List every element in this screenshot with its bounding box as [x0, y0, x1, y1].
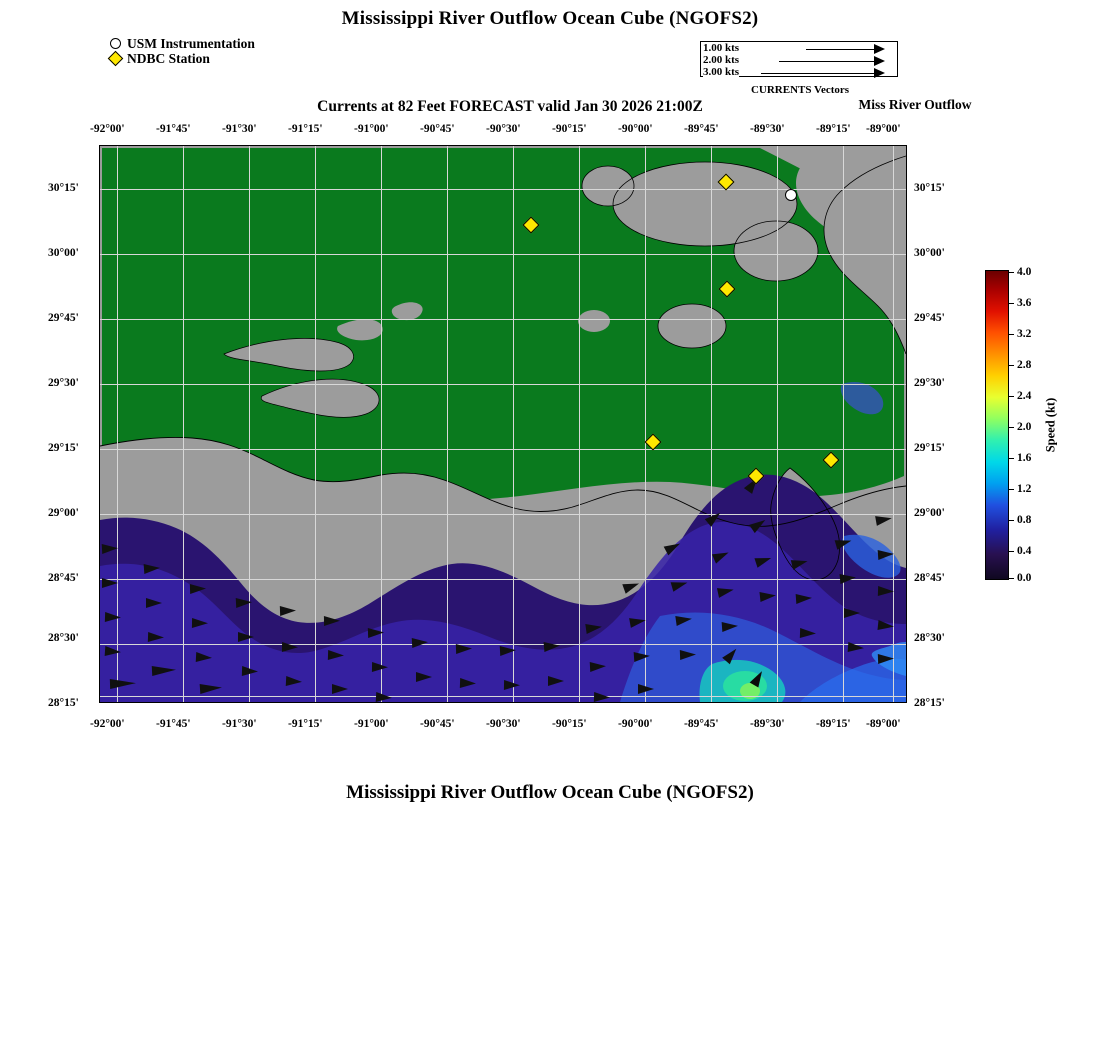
axis-label-lon-bottom: -90°45'	[420, 718, 455, 730]
axis-label-lon-bottom: -90°30'	[486, 718, 521, 730]
colorbar-tick	[1009, 365, 1014, 366]
current-vector	[878, 586, 894, 597]
axis-label-lon-top: -90°15'	[552, 123, 587, 135]
vector-key-label: 3.00 kts	[703, 66, 740, 78]
axis-label-lat-right: 30°15'	[914, 182, 945, 194]
graticule-line	[315, 146, 316, 702]
current-vector	[456, 643, 472, 654]
colorbar-tick-label: 3.6	[1017, 297, 1032, 309]
current-vector	[500, 645, 517, 656]
current-vector	[376, 692, 393, 703]
current-vector	[594, 692, 610, 703]
axis-label-lon-bottom: -89°15'	[816, 718, 851, 730]
colorbar-tick-label: 1.6	[1017, 452, 1032, 464]
vector-key-line	[761, 73, 874, 74]
axis-label-lon-bottom: -91°15'	[288, 718, 323, 730]
current-vector	[242, 666, 258, 677]
colorbar-tick-label: 1.2	[1017, 483, 1032, 495]
graticule-line	[100, 319, 906, 320]
graticule-line	[100, 579, 906, 580]
map-canvas[interactable]	[99, 145, 907, 703]
current-vector	[236, 597, 253, 608]
current-vector	[102, 578, 118, 588]
current-vector	[590, 661, 607, 672]
colorbar-tick	[1009, 551, 1014, 552]
graticule-line	[100, 254, 906, 255]
current-vector	[144, 563, 161, 574]
graticule-line	[777, 146, 778, 702]
colorbar-tick	[1009, 489, 1014, 490]
axis-label-lat-right: 29°45'	[914, 312, 945, 324]
axis-label-lon-bottom: -91°45'	[156, 718, 191, 730]
colorbar-tick-label: 0.8	[1017, 514, 1032, 526]
current-vector	[105, 612, 121, 623]
vector-key-label: 2.00 kts	[703, 54, 740, 66]
axis-label-lon-top: -89°30'	[750, 123, 785, 135]
colorbar-gradient	[985, 270, 1009, 580]
vector-scale-key	[700, 41, 898, 77]
axis-label-lat-left: 28°30'	[48, 632, 79, 644]
region-label: Miss River Outflow	[858, 97, 972, 112]
current-vector	[200, 682, 223, 694]
current-vector	[238, 632, 254, 642]
current-vector	[504, 680, 520, 690]
colorbar-tick	[1009, 520, 1014, 521]
current-vector	[638, 684, 654, 694]
axis-label-lat-right: 28°30'	[914, 632, 945, 644]
axis-label-lat-left: 30°15'	[48, 182, 79, 194]
axis-label-lon-top: -89°00'	[866, 123, 901, 135]
current-vector	[286, 676, 303, 687]
colorbar-tick	[1009, 272, 1014, 273]
vector-key-line	[806, 49, 874, 50]
circle-marker-icon	[108, 38, 122, 49]
axis-label-lon-top: -91°30'	[222, 123, 257, 135]
current-vector	[844, 608, 860, 618]
current-vector	[759, 590, 776, 602]
current-vector	[878, 549, 895, 560]
map-legend	[108, 36, 255, 66]
colorbar-tick	[1009, 334, 1014, 335]
current-vector	[800, 628, 816, 639]
legend-item-label: NDBC Station	[127, 50, 210, 66]
colorbar-tick	[1009, 578, 1014, 579]
graticule-line	[100, 449, 906, 450]
colorbar-tick	[1009, 303, 1014, 304]
axis-label-lon-top: -91°45'	[156, 123, 191, 135]
current-vector	[412, 637, 429, 648]
current-vector	[548, 676, 564, 686]
current-vector	[722, 621, 739, 632]
current-vector	[544, 641, 561, 652]
vector-key-arrow-icon	[874, 56, 885, 66]
axis-label-lat-left: 29°45'	[48, 312, 79, 324]
current-vector	[282, 642, 298, 652]
legend-item-ndbc	[108, 51, 255, 66]
vector-key-line	[779, 61, 874, 62]
colorbar-tick	[1009, 396, 1014, 397]
axis-label-lon-top: -90°45'	[420, 123, 455, 135]
axis-label-lon-bottom: -90°00'	[618, 718, 653, 730]
current-vector	[372, 662, 388, 672]
axis-label-lat-left: 28°15'	[48, 697, 79, 709]
axis-label-lat-right: 28°15'	[914, 697, 945, 709]
axis-label-lon-bottom: -89°00'	[866, 718, 901, 730]
axis-label-lon-top: -91°00'	[354, 123, 389, 135]
vector-key-label: 1.00 kts	[703, 42, 740, 54]
graticule-line	[381, 146, 382, 702]
graticule-line	[893, 146, 894, 702]
axis-label-lat-right: 29°30'	[914, 377, 945, 389]
graticule-line	[843, 146, 844, 702]
colorbar-tick-label: 4.0	[1017, 266, 1032, 278]
axis-label-lat-right: 29°00'	[914, 507, 945, 519]
current-vector	[848, 642, 865, 653]
map-layers	[100, 146, 906, 702]
axis-label-lon-bottom: -89°30'	[750, 718, 785, 730]
axis-label-lon-top: -92°00'	[90, 123, 125, 135]
colorbar-tick	[1009, 427, 1014, 428]
current-vector	[146, 598, 162, 608]
colorbar-tick-label: 2.4	[1017, 390, 1032, 402]
axis-label-lon-bottom: -91°30'	[222, 718, 257, 730]
colorbar-title: Speed (kt)	[1043, 397, 1058, 453]
axis-label-lon-top: -91°15'	[288, 123, 323, 135]
vector-key-arrow-icon	[874, 44, 885, 54]
current-vector	[877, 620, 894, 632]
graticule-line	[183, 146, 184, 702]
current-vector	[416, 672, 432, 682]
colorbar-tick-label: 2.0	[1017, 421, 1032, 433]
current-vector	[102, 543, 119, 554]
diamond-marker-icon	[108, 53, 122, 64]
axis-label-lon-bottom: -89°45'	[684, 718, 719, 730]
axis-label-lat-left: 29°00'	[48, 507, 79, 519]
colorbar-tick	[1009, 458, 1014, 459]
current-vector	[460, 678, 476, 689]
graticule-line	[100, 189, 906, 190]
current-vector	[152, 665, 176, 676]
map-basemap	[100, 146, 906, 702]
current-vector	[196, 652, 213, 663]
vector-key-row	[701, 67, 897, 79]
current-vector	[148, 632, 164, 643]
map-subtitle: Currents at 82 Feet FORECAST valid Jan 30 2026 21:00Z	[317, 98, 703, 115]
current-vector	[324, 616, 340, 626]
current-vector	[192, 618, 208, 628]
graticule-line	[711, 146, 712, 702]
graticule-line	[249, 146, 250, 702]
axis-label-lat-right: 28°45'	[914, 572, 945, 584]
vector-key-arrow-icon	[874, 68, 885, 78]
legend-item-usm	[108, 36, 255, 51]
current-vector	[328, 650, 344, 661]
current-vector	[190, 583, 206, 594]
graticule-line	[100, 696, 906, 697]
axis-label-lat-right: 29°15'	[914, 442, 945, 454]
colorbar-tick-label: 3.2	[1017, 328, 1032, 340]
axis-label-lon-top: -90°30'	[486, 123, 521, 135]
axis-label-lon-top: -89°15'	[816, 123, 851, 135]
vector-key-caption: CURRENTS Vectors	[750, 84, 850, 96]
axis-label-lon-bottom: -90°15'	[552, 718, 587, 730]
colorbar-tick-label: 0.0	[1017, 572, 1032, 584]
axis-label-lon-top: -89°45'	[684, 123, 719, 135]
axis-label-lon-bottom: -91°00'	[354, 718, 389, 730]
current-vector	[368, 627, 384, 638]
bottom-title: Mississippi River Outflow Ocean Cube (NGOFS2)	[346, 782, 754, 803]
colorbar-tick-label: 2.8	[1017, 359, 1032, 371]
axis-label-lat-left: 30°00'	[48, 247, 79, 259]
current-vector	[332, 684, 348, 694]
usm-instrumentation-marker[interactable]	[785, 189, 797, 201]
axis-label-lat-right: 30°00'	[914, 247, 945, 259]
current-vector	[680, 649, 696, 660]
current-vector	[634, 651, 651, 662]
axis-label-lon-top: -90°00'	[618, 123, 653, 135]
graticule-line	[100, 384, 906, 385]
graticule-line	[447, 146, 448, 702]
graticule-line	[100, 514, 906, 515]
current-vector	[878, 653, 894, 664]
current-vector	[839, 572, 856, 584]
current-vector	[110, 678, 136, 689]
graticule-line	[579, 146, 580, 702]
axis-label-lat-left: 29°15'	[48, 442, 79, 454]
current-vector	[796, 593, 813, 604]
legend-item-label: USM Instrumentation	[127, 35, 255, 51]
current-vector	[105, 646, 122, 657]
page-title: Mississippi River Outflow Ocean Cube (NGOFS2)	[341, 8, 759, 29]
axis-label-lon-bottom: -92°00'	[90, 718, 125, 730]
colorbar-tick-label: 0.4	[1017, 545, 1032, 557]
axis-label-lat-left: 28°45'	[48, 572, 79, 584]
axis-label-lat-left: 29°30'	[48, 377, 79, 389]
graticule-line	[513, 146, 514, 702]
current-vector	[280, 605, 296, 616]
